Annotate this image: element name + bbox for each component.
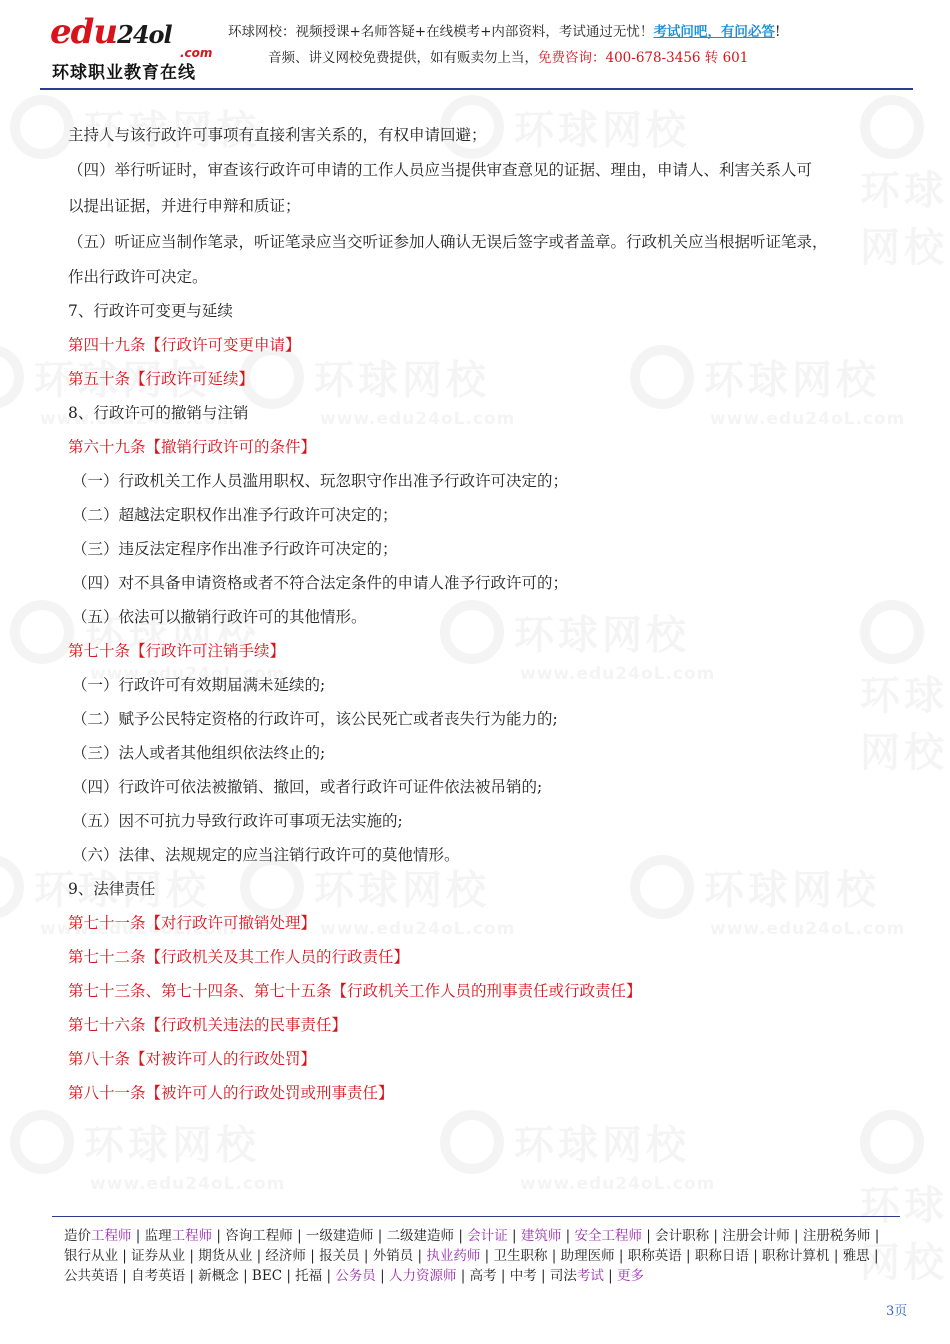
list-item: （四）对不具备申请资格或者不符合法定条件的申请人准予行政许可的； xyxy=(72,574,569,592)
footer-link-text: 咨询工程师 xyxy=(225,1228,293,1244)
footer-link-text: 自考英语 xyxy=(131,1268,186,1284)
footer-link[interactable] xyxy=(470,1268,497,1284)
footer-link-text: 二级建造师 xyxy=(386,1228,455,1244)
list-item: （五）依法可以撤销行政许可的其他情形。 xyxy=(72,608,367,626)
footer-separator: | xyxy=(185,1248,199,1264)
footer-link-text: 注册会计师 xyxy=(722,1228,790,1244)
footer-link-highlight: 更多 xyxy=(617,1268,645,1284)
footer-separator: | xyxy=(454,1228,468,1244)
footer-link[interactable] xyxy=(64,1228,132,1244)
list-item: （二）赋予公民特定资格的行政许可，该公民死亡或者丧失行为能力的; xyxy=(72,710,558,728)
footer-link-text: 银行从业 xyxy=(64,1248,118,1264)
footer-separator: | xyxy=(305,1248,320,1264)
article-heading: 第七十条【行政许可注销手续】 xyxy=(68,642,286,660)
article-heading: 第七十六条【行政机关违法的民事责任】 xyxy=(68,1016,348,1034)
section-heading: 7、行政许可变更与延续 xyxy=(68,302,233,320)
footer-link-text: 托福 xyxy=(295,1268,323,1284)
paragraph: （五）听证应当制作笔录，听证笔录应当交听证参加人确认无误后签字或者盖章。行政机关应当根据听证笔录， xyxy=(68,233,828,251)
footer-separator: | xyxy=(507,1228,521,1244)
footer-separator: | xyxy=(496,1268,510,1284)
footer-separator: | xyxy=(681,1248,695,1264)
footer-separator: | xyxy=(536,1268,550,1284)
list-item: （二）超越法定职权作出准予行政许可决定的； xyxy=(72,506,398,524)
footer-link[interactable] xyxy=(426,1248,480,1264)
footer-link[interactable] xyxy=(655,1228,709,1244)
footer-link-text: 公共英语 xyxy=(64,1268,118,1284)
footer-link[interactable] xyxy=(550,1268,604,1284)
logo-com: .com xyxy=(180,46,213,60)
footer-separator: | xyxy=(282,1268,296,1284)
header-promo-line xyxy=(228,20,780,40)
footer-separator: | xyxy=(185,1268,199,1284)
footer-separator: | xyxy=(359,1248,373,1264)
footer-link[interactable] xyxy=(265,1248,306,1264)
footer-link-text: 中考 xyxy=(509,1268,537,1284)
header-divider xyxy=(40,88,913,90)
logo-subtitle: 环球职业教育在线 xyxy=(52,63,196,83)
footer-separator: | xyxy=(322,1268,336,1284)
footer-link-text: 司法 xyxy=(549,1268,577,1284)
footer-link-highlight: 人力资源师 xyxy=(388,1268,457,1284)
article-heading: 第七十三条、第七十四条、第七十五条【行政机关工作人员的刑事责任或行政责任】 xyxy=(68,982,642,1000)
article-heading: 第八十条【对被许可人的行政处罚】 xyxy=(68,1050,317,1068)
footer-separator: | xyxy=(118,1268,132,1284)
footer-divider xyxy=(52,1216,900,1217)
footer-links xyxy=(64,1226,894,1286)
section-heading: 9、法律责任 xyxy=(68,880,156,898)
ask-link[interactable]: 考试问吧，有问必答 xyxy=(653,24,775,40)
article-heading: 第七十二条【行政机关及其工作人员的行政责任】 xyxy=(68,948,410,966)
footer-link-highlight: 执业药师 xyxy=(426,1248,481,1264)
footer-separator: | xyxy=(292,1228,306,1244)
paragraph: 主持人与该行政许可事项有直接利害关系的，有权申请回避； xyxy=(68,126,487,144)
footer-separator: | xyxy=(413,1248,427,1264)
list-item: （四）行政许可依法被撤销、撤回，或者行政许可证件依法被吊销的; xyxy=(72,778,543,796)
footer-separator: | xyxy=(870,1228,880,1244)
footer-link[interactable] xyxy=(510,1268,537,1284)
footer-link-text: 证券从业 xyxy=(131,1248,186,1264)
section-heading: 8、行政许可的撤销与注销 xyxy=(68,404,249,422)
watermark xyxy=(10,1110,285,1194)
footer-separator: | xyxy=(869,1248,879,1264)
footer-separator: | xyxy=(480,1248,494,1264)
footer-link[interactable] xyxy=(131,1248,185,1264)
footer-link-text: 一级建造师 xyxy=(305,1228,374,1244)
footer-link[interactable] xyxy=(493,1248,547,1264)
footer-link-text: 外销员 xyxy=(372,1248,414,1264)
footer-link-text: 雅思 xyxy=(842,1248,870,1264)
footer-link[interactable] xyxy=(131,1268,185,1284)
footer-link[interactable] xyxy=(561,1248,615,1264)
header-contact-line xyxy=(268,46,748,66)
footer-separator: | xyxy=(561,1228,575,1244)
footer-link[interactable] xyxy=(617,1268,644,1284)
watermark xyxy=(440,1110,715,1194)
footer-link-text: 报关员 xyxy=(319,1248,360,1264)
article-heading: 第四十九条【行政许可变更申请】 xyxy=(68,336,301,354)
footer-link-text: 高考 xyxy=(469,1268,497,1284)
footer-link[interactable] xyxy=(521,1228,562,1244)
paragraph: 作出行政许可决定。 xyxy=(68,268,208,286)
footer-link[interactable] xyxy=(319,1248,360,1264)
list-item: （一）行政许可有效期届满未延续的; xyxy=(72,676,326,694)
footer-separator: | xyxy=(118,1248,132,1264)
footer-link-text: 注册税务师 xyxy=(802,1228,871,1244)
footer-link[interactable] xyxy=(198,1248,252,1264)
article-heading: 第五十条【行政许可延续】 xyxy=(68,370,255,388)
list-item: （三）违反法定程序作出准予行政许可决定的； xyxy=(72,540,398,558)
footer-separator: | xyxy=(238,1268,252,1284)
footer-link-highlight: 工程师 xyxy=(91,1228,132,1244)
footer-link-highlight: 安全工程师 xyxy=(574,1228,642,1244)
footer-link-text: 卫生职称 xyxy=(493,1248,548,1264)
footer-link[interactable] xyxy=(198,1268,239,1284)
footer-link[interactable] xyxy=(695,1248,749,1264)
footer-link[interactable] xyxy=(389,1268,457,1284)
footer-link[interactable] xyxy=(574,1228,642,1244)
footer-separator: | xyxy=(748,1248,763,1264)
footer-link[interactable] xyxy=(145,1228,213,1244)
footer-link-highlight: 会计证 xyxy=(467,1228,508,1244)
notice-text: 音频、讲义网校免费提供，如有贩卖勿上当， xyxy=(268,50,538,66)
footer-link-text: 新概念 xyxy=(198,1268,239,1284)
promo-text: 环球网校：视频授课+名师答疑+在线模考+内部资料，考试通过无忧！ xyxy=(228,24,654,40)
footer-link[interactable] xyxy=(373,1248,414,1264)
article-heading: 第七十一条【对行政许可撤销处理】 xyxy=(68,914,317,932)
footer-link-highlight: 工程师 xyxy=(171,1228,213,1244)
paragraph: 以提出证据，并进行申辩和质证； xyxy=(68,197,301,215)
footer-separator: | xyxy=(789,1228,803,1244)
footer-separator: | xyxy=(375,1268,389,1284)
footer-separator: | xyxy=(603,1268,618,1284)
footer-link[interactable] xyxy=(722,1228,790,1244)
footer-separator: | xyxy=(131,1228,145,1244)
article-heading: 第六十九条【撤销行政许可的条件】 xyxy=(68,438,317,456)
footer-separator: | xyxy=(709,1228,723,1244)
promo-end: ! xyxy=(774,24,781,40)
list-item: （六）法律、法规规定的应当注销行政许可的莫他情形。 xyxy=(72,846,460,864)
footer-link-text: 监理 xyxy=(144,1228,172,1244)
logo-edu: edu xyxy=(50,12,118,52)
article-heading: 第八十一条【被许可人的行政处罚或刑事责任】 xyxy=(68,1084,394,1102)
footer-link[interactable] xyxy=(628,1248,682,1264)
footer-link[interactable] xyxy=(335,1268,376,1284)
document-body xyxy=(68,118,898,1110)
page-number: 3页 xyxy=(886,1304,908,1319)
footer-link[interactable] xyxy=(843,1248,870,1264)
list-item: （一）行政机关工作人员滥用职权、玩忽职守作出准予行政许可决定的； xyxy=(72,472,569,490)
footer-separator: | xyxy=(829,1248,843,1264)
footer-link-highlight: 公务员 xyxy=(335,1268,376,1284)
footer-link[interactable] xyxy=(64,1248,118,1264)
site-logo[interactable] xyxy=(50,12,215,83)
footer-link-text: 职称计算机 xyxy=(762,1248,830,1264)
list-item: （五）因不可抗力导致行政许可事项无法实施的; xyxy=(72,812,403,830)
footer-link-text: 会计职称 xyxy=(655,1228,710,1244)
hotline: 免费咨询：400-678-3456 转 601 xyxy=(538,50,749,66)
footer-link[interactable] xyxy=(467,1228,508,1244)
list-item: （三）法人或者其他组织依法终止的; xyxy=(72,744,326,762)
footer-separator: | xyxy=(373,1228,387,1244)
footer-link-text: 助理医师 xyxy=(560,1248,615,1264)
footer-link-text: 职称日语 xyxy=(694,1248,749,1264)
footer-separator: | xyxy=(252,1248,266,1264)
footer-separator: | xyxy=(547,1248,561,1264)
footer-separator: | xyxy=(614,1248,628,1264)
footer-link-text: 造价 xyxy=(64,1228,91,1244)
footer-link[interactable] xyxy=(803,1228,871,1244)
footer-link-text: BEC xyxy=(251,1268,283,1284)
footer-link[interactable] xyxy=(387,1228,455,1244)
footer-link[interactable] xyxy=(295,1268,322,1284)
footer-separator: | xyxy=(641,1228,656,1244)
footer-link[interactable] xyxy=(225,1228,293,1244)
paragraph: （四）举行听证时，审查该行政许可申请的工作人员应当提供审查意见的证据、理由，申请人、利害关系人可 xyxy=(68,161,813,179)
footer-link-text: 经济师 xyxy=(265,1248,306,1264)
footer-link[interactable] xyxy=(762,1248,830,1264)
footer-link[interactable] xyxy=(64,1268,118,1284)
footer-link[interactable] xyxy=(252,1268,282,1284)
footer-separator: | xyxy=(456,1268,470,1284)
footer-link-highlight: 建筑师 xyxy=(520,1228,562,1244)
footer-link-highlight: 考试 xyxy=(576,1268,604,1284)
footer-link[interactable] xyxy=(306,1228,374,1244)
footer-link-text: 职称英语 xyxy=(627,1248,682,1264)
page-header xyxy=(0,0,950,92)
footer-separator: | xyxy=(212,1228,226,1244)
logo-24ol: 24ol xyxy=(117,20,172,49)
footer-link-text: 期货从业 xyxy=(198,1248,253,1264)
